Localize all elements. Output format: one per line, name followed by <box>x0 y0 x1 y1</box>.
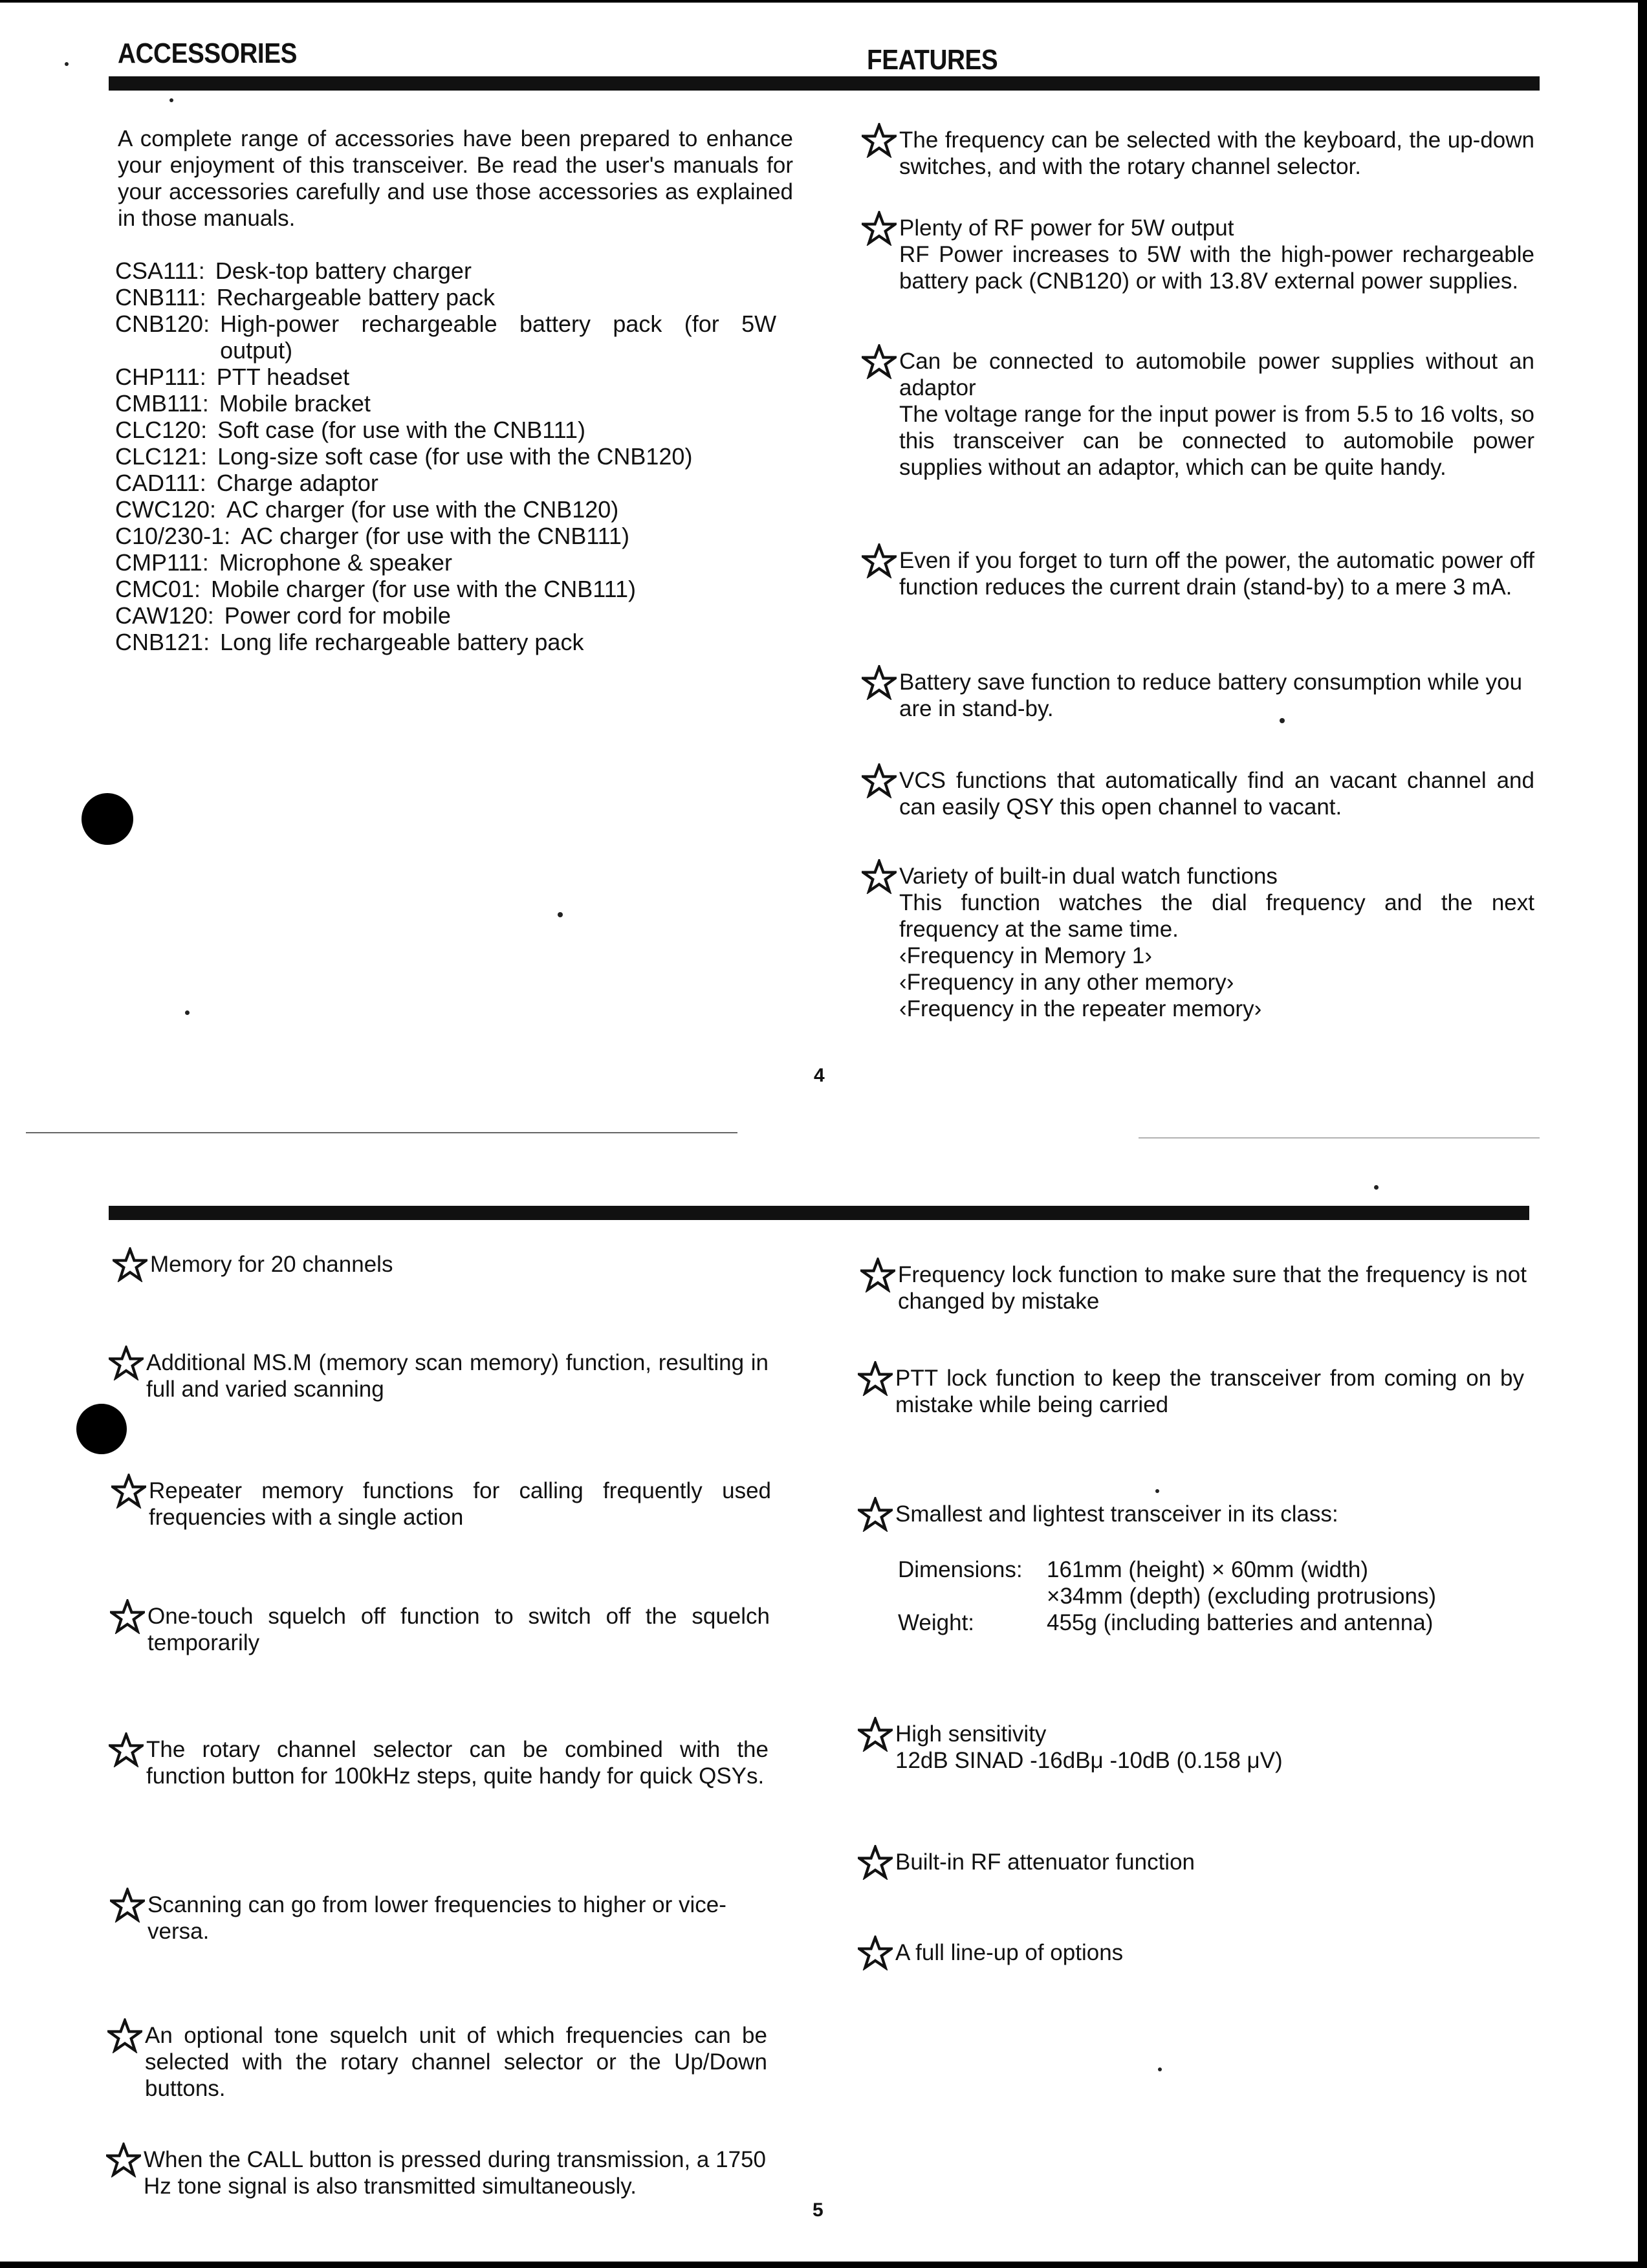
accessory-item <box>115 364 776 390</box>
accessory-item <box>115 284 776 311</box>
accessory-code: CSA111: <box>115 257 205 284</box>
accessory-code: CLC120: <box>115 417 208 443</box>
accessory-code: CAW120: <box>115 602 214 629</box>
star-bullet-icon <box>862 123 897 158</box>
feature-item <box>858 1501 1524 1527</box>
feature-detail: 12dB SINAD -16dBμ -10dB (0.158 μV) <box>895 1748 1283 1773</box>
accessory-description: Soft case (for use with the CNB111) <box>217 417 586 443</box>
page-number-5: 5 <box>813 2199 824 2221</box>
speck <box>1374 1185 1379 1190</box>
feature-title: Even if you forget to turn off the power, the automatic power off function reduces the current drain (stand-by) to a mere 3 mA. <box>899 548 1534 600</box>
feature-item <box>862 215 1534 294</box>
accessory-item <box>115 311 776 364</box>
feature-title: The frequency can be selected with the keyboard, the up-down switches, and with the rotary channel selector. <box>899 127 1534 179</box>
feature-item <box>862 767 1534 820</box>
accessories-heading: ACCESSORIES <box>118 38 298 69</box>
feature-title: An optional tone squelch unit of which frequencies can be selected with the rotary channel selector or the Up/Down buttons. <box>145 2023 767 2101</box>
feature-item <box>862 127 1534 180</box>
feature-item <box>110 1892 770 1945</box>
speck <box>65 62 69 66</box>
star-bullet-icon <box>862 763 897 798</box>
accessory-item <box>115 390 776 417</box>
accessory-description: AC charger (for use with the CNB111) <box>241 523 630 549</box>
feature-item <box>858 1939 1524 1966</box>
dimensions-value-cont: ×34mm (depth) (excluding protrusions) <box>1047 1584 1437 1609</box>
feature-title: A full line-up of options <box>895 1940 1124 1965</box>
star-bullet-icon <box>107 2018 142 2053</box>
star-bullet-icon <box>858 1845 893 1880</box>
feature-title: VCS functions that automatically find an vacant channel and can easily QSY this open channel to vacant. <box>899 768 1534 820</box>
page-number-4: 4 <box>814 1065 825 1086</box>
accessory-item <box>115 523 776 549</box>
star-bullet-icon <box>111 1474 146 1509</box>
feature-item <box>860 1261 1527 1314</box>
feature-title: Built-in RF attenuator function <box>895 1849 1195 1875</box>
star-bullet-icon <box>110 1599 145 1634</box>
accessory-description: Rechargeable battery pack <box>216 284 495 311</box>
scan-border-right <box>1638 0 1647 2268</box>
scan-border-bottom <box>0 2262 1647 2268</box>
accessory-description: AC charger (for use with the CNB120) <box>226 496 619 523</box>
feature-detail: The voltage range for the input power is from 5.5 to 16 volts, so this transceiver can be connected to automobile power supplies without an adaptor, which can be quite handy. <box>899 402 1534 480</box>
feature-detail: RF Power increases to 5W with the high-power rechargeable battery pack (CNB120) or with 13.8V external power supplies. <box>899 242 1534 294</box>
accessory-code: CNB111: <box>115 284 206 311</box>
dimensions-value: 161mm (height) × 60mm (width) <box>1047 1557 1368 1582</box>
star-bullet-icon <box>858 1717 893 1752</box>
feature-title: Can be connected to automobile power supplies without an adaptor <box>899 349 1534 400</box>
punch-hole-bottom <box>76 1404 127 1454</box>
header-rule-page4 <box>109 76 1540 91</box>
feature-item <box>858 1849 1524 1875</box>
star-bullet-icon <box>106 2143 141 2177</box>
accessory-item <box>115 257 776 284</box>
feature-item <box>111 1477 771 1531</box>
feature-item <box>106 2146 766 2199</box>
feature-title: High sensitivity <box>895 1721 1047 1747</box>
feature-item <box>862 547 1534 600</box>
accessory-item <box>115 576 776 602</box>
feature-title: Additional MS.M (memory scan memory) function, resulting in full and varied scanning <box>146 1350 769 1402</box>
accessory-code: CMB111: <box>115 390 209 417</box>
star-bullet-icon <box>109 1346 144 1380</box>
accessory-description: Long life rechargeable battery pack <box>220 629 584 655</box>
weight-value: 455g (including batteries and antenna) <box>1047 1610 1434 1635</box>
star-bullet-icon <box>862 859 897 894</box>
feature-title: When the CALL button is pressed during transmission, a 1750 Hz tone signal is also transmitted simultaneously. <box>144 2147 766 2199</box>
feature-title: Memory for 20 channels <box>150 1252 393 1277</box>
weight-label: Weight: <box>898 1610 975 1635</box>
features-heading: FEATURES <box>867 44 998 76</box>
feature-title: One-touch squelch off function to switch off the squelch temporarily <box>147 1604 770 1655</box>
feature-item <box>107 2022 767 2102</box>
feature-item <box>862 669 1534 722</box>
feature-item <box>113 1251 772 1278</box>
feature-title: Smallest and lightest transceiver in its class: <box>895 1501 1338 1527</box>
feature-item <box>858 1365 1524 1418</box>
scan-border-top <box>0 0 1647 3</box>
star-bullet-icon <box>862 211 897 246</box>
feature-subitem: ‹Frequency in any other memory› <box>899 970 1234 995</box>
speck <box>185 1010 190 1015</box>
star-bullet-icon <box>862 344 897 379</box>
specs-table <box>898 1556 1436 1636</box>
fold-line <box>26 1132 737 1133</box>
feature-title: Repeater memory functions for calling frequently used frequencies with a single action <box>149 1478 771 1530</box>
accessory-item <box>115 602 776 629</box>
accessory-description: Charge adaptor <box>216 470 378 496</box>
feature-title: Variety of built-in dual watch functions <box>899 864 1278 889</box>
accessory-description: Mobile charger (for use with the CNB111) <box>211 576 636 602</box>
accessory-description: Microphone & speaker <box>219 549 452 576</box>
star-bullet-icon <box>113 1247 147 1282</box>
accessory-code: CNB121: <box>115 629 210 655</box>
feature-item <box>862 348 1534 481</box>
speck <box>1155 1489 1159 1493</box>
accessory-item <box>115 417 776 443</box>
accessory-item <box>115 549 776 576</box>
feature-subitem: ‹Frequency in the repeater memory› <box>899 996 1262 1021</box>
star-bullet-icon <box>862 665 897 700</box>
star-bullet-icon <box>109 1732 144 1767</box>
star-bullet-icon <box>860 1258 895 1292</box>
feature-title: PTT lock function to keep the transceiver from coming on by mistake while being carried <box>895 1366 1524 1417</box>
speck <box>1158 2067 1162 2071</box>
header-rule-page5 <box>109 1206 1529 1220</box>
dimensions-label: Dimensions: <box>898 1557 1023 1582</box>
star-bullet-icon <box>862 543 897 578</box>
star-bullet-icon <box>858 1935 893 1970</box>
feature-title: Plenty of RF power for 5W output <box>899 215 1234 241</box>
feature-title: Battery save function to reduce battery consumption while you are in stand-by. <box>899 670 1523 721</box>
accessory-code: CWC120: <box>115 496 217 523</box>
accessory-description: Long-size soft case (for use with the CNB120) <box>217 443 693 470</box>
speck <box>558 912 563 917</box>
accessories-list <box>115 257 776 655</box>
accessory-code: CHP111: <box>115 364 206 390</box>
accessory-code: CMP111: <box>115 549 209 576</box>
accessory-code: CMC01: <box>115 576 201 602</box>
star-bullet-icon <box>110 1888 145 1923</box>
speck <box>169 98 173 102</box>
star-bullet-icon <box>858 1497 893 1532</box>
accessory-code: CNB120: <box>115 311 210 337</box>
punch-hole-top <box>82 793 133 845</box>
accessory-item <box>115 470 776 496</box>
feature-item <box>109 1349 769 1402</box>
accessory-item <box>115 443 776 470</box>
accessory-code: C10/230-1: <box>115 523 231 549</box>
feature-subitem: ‹Frequency in Memory 1› <box>899 943 1152 968</box>
accessory-description: Desk-top battery charger <box>215 257 472 284</box>
feature-title: The rotary channel selector can be combined with the function button for 100kHz steps, quite handy for quick QSYs. <box>146 1737 769 1789</box>
feature-item <box>109 1736 769 1789</box>
feature-detail: This function watches the dial frequency and the next frequency at the same time. <box>899 890 1534 942</box>
fold-line-right <box>1139 1137 1540 1139</box>
accessory-item <box>115 629 776 655</box>
accessory-description: High-power rechargeable battery pack (for 5W output) <box>220 311 777 364</box>
accessory-description: Mobile bracket <box>219 390 371 417</box>
feature-title: Scanning can go from lower frequencies to higher or vice-versa. <box>147 1892 726 1944</box>
accessory-code: CLC121: <box>115 443 208 470</box>
feature-item <box>862 863 1534 1022</box>
accessory-description: PTT headset <box>216 364 350 390</box>
speck <box>1280 718 1285 723</box>
star-bullet-icon <box>858 1361 893 1396</box>
feature-title: Frequency lock function to make sure that the frequency is not changed by mistake <box>898 1262 1527 1314</box>
accessory-item <box>115 496 776 523</box>
accessory-description: Power cord for mobile <box>224 602 451 629</box>
accessory-code: CAD111: <box>115 470 206 496</box>
feature-item <box>110 1603 770 1656</box>
feature-item <box>858 1721 1524 1774</box>
accessories-intro: A complete range of accessories have been prepared to enhance your enjoyment of this transceiver. Be read the user's manuals for your accessories carefully and use those accessories as explained in those manuals. <box>118 126 793 231</box>
